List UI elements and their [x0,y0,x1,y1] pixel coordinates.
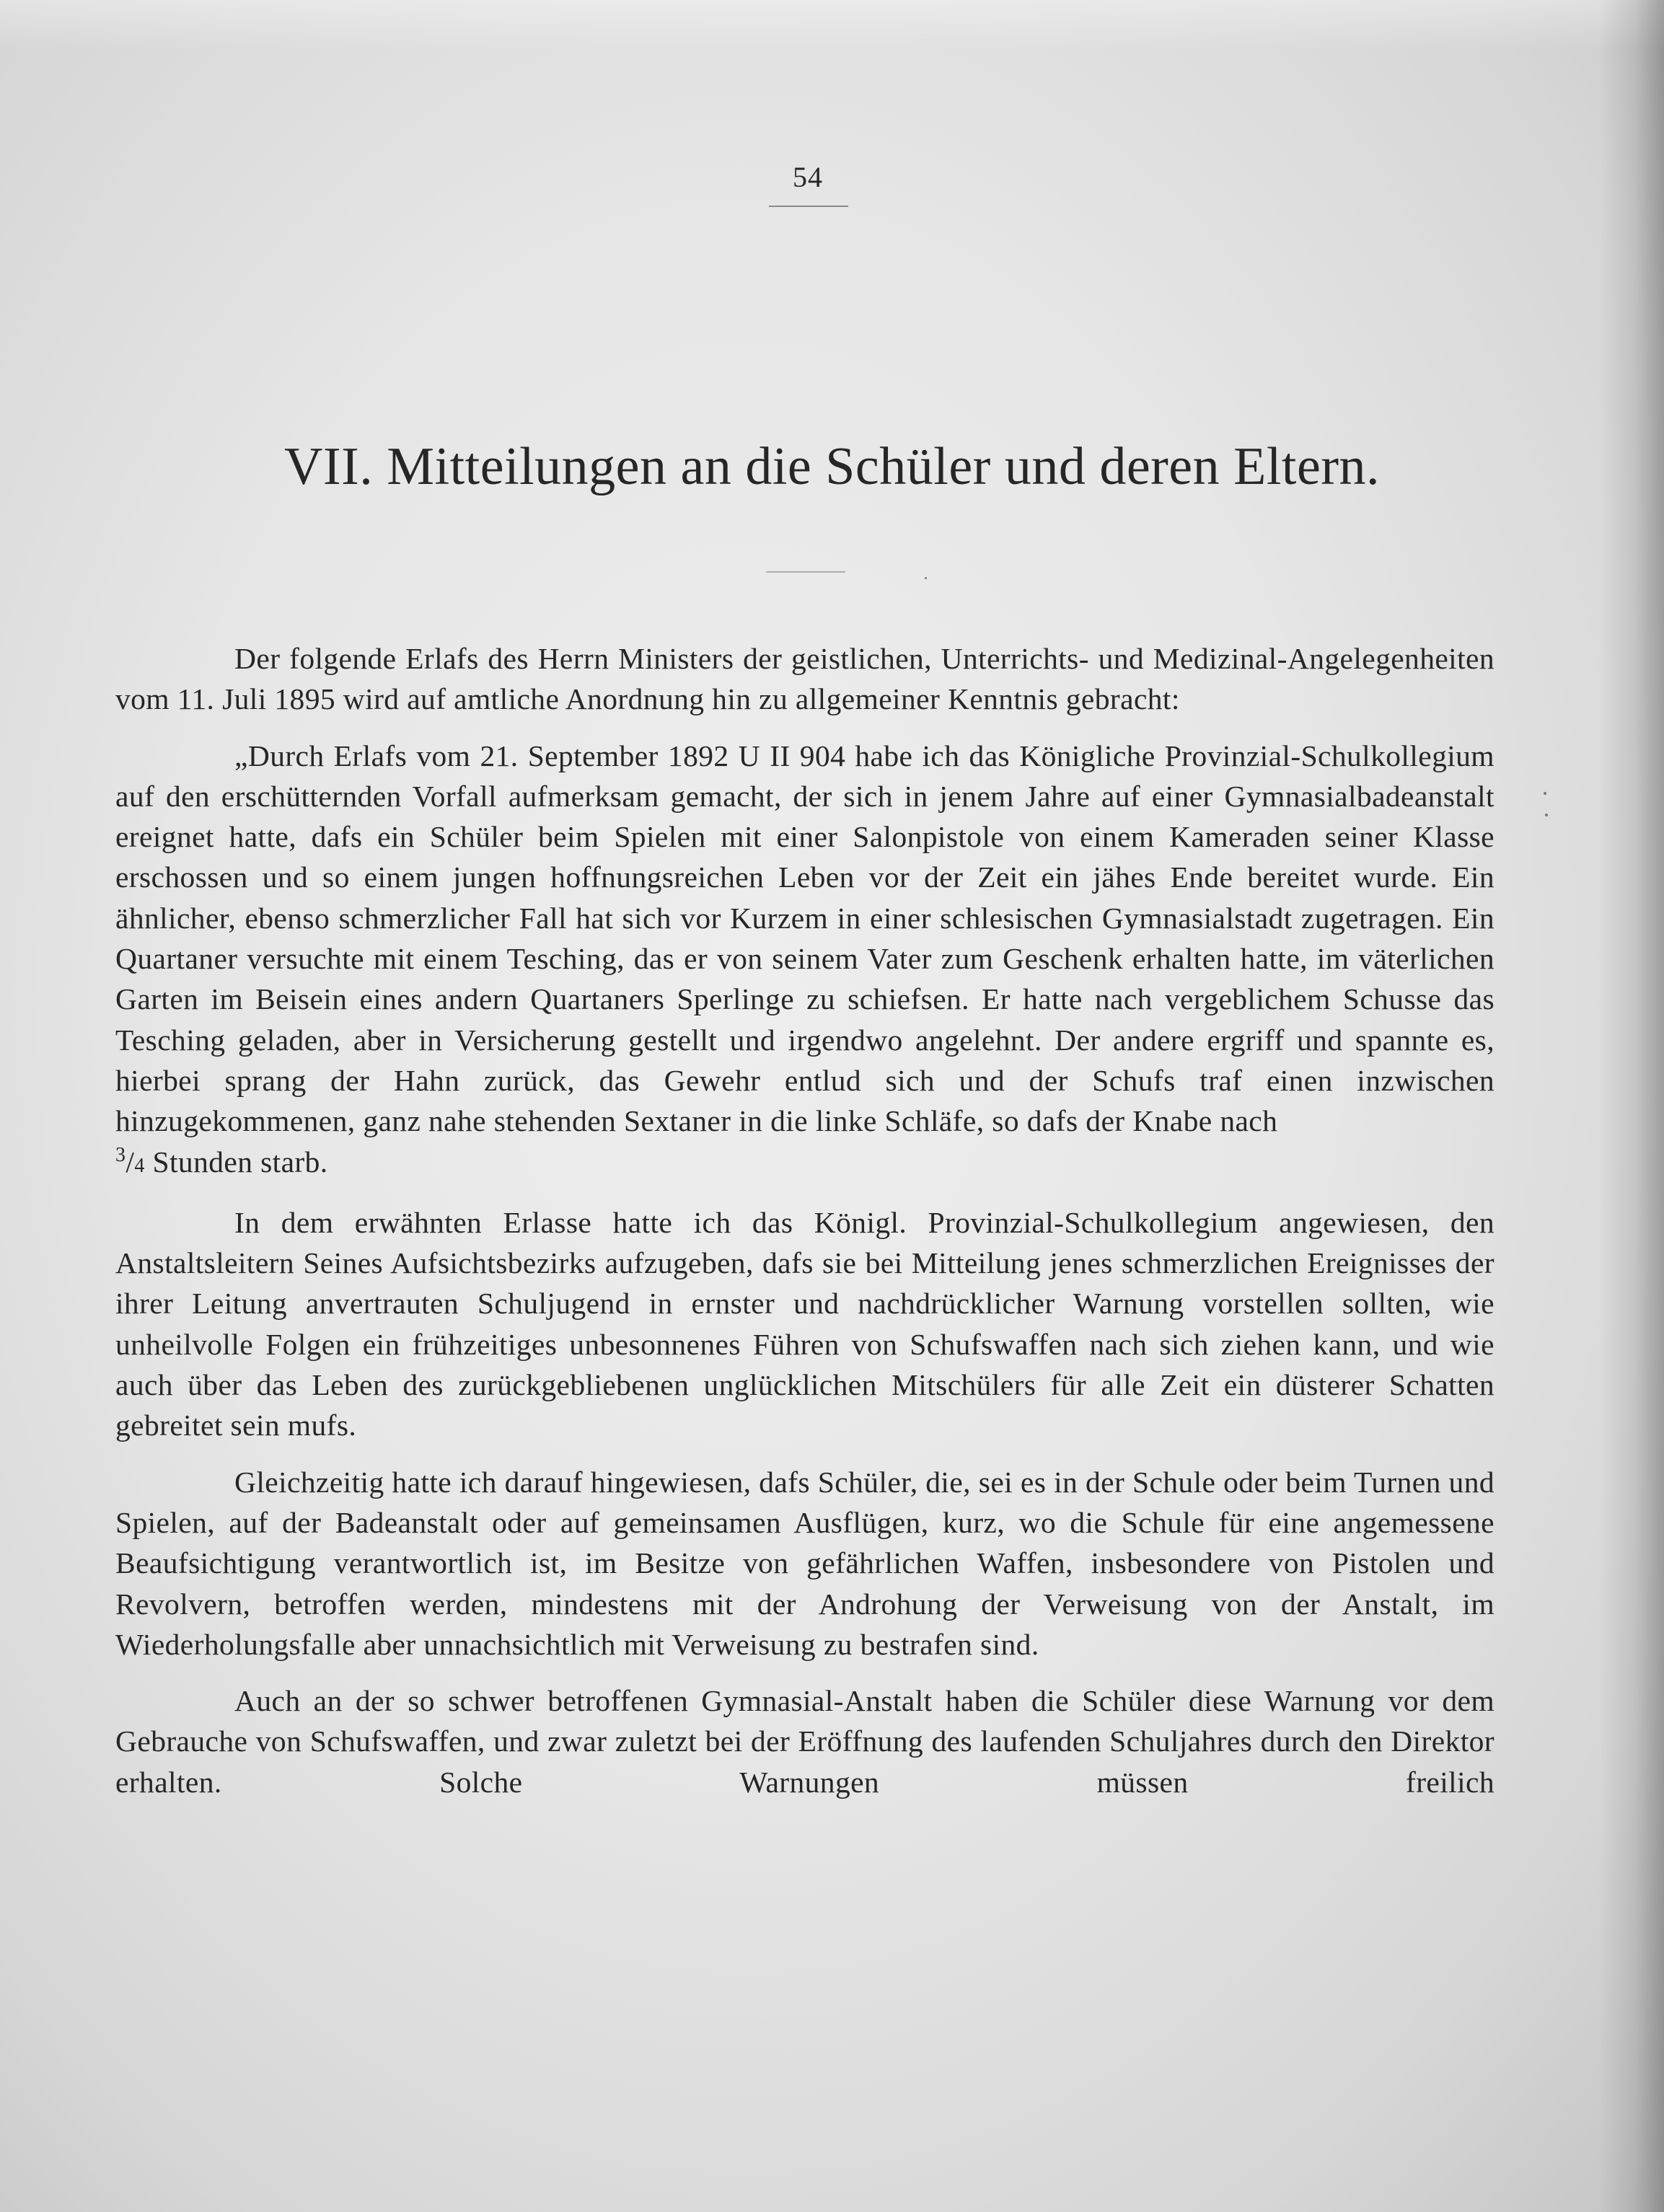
paragraph-2-text: „Durch Erlafs vom 21. September 1892 U II 904 habe ich das Königliche Provinzial-Schulkollegium auf den erschütternden Vorfall aufmerksam gemacht, der sich in jenem Jahre auf einer Gymnasialbadeanstalt ereignet hatte, dafs ein Schüler beim Spielen mit einer Salonpistole von einem Kameraden seiner Klasse erschossen und so einem jungen hoffnungsreichen Leben vor der Zeit ein jähes Ende bereitet wurde. Ein ähnlicher, ebenso schmerzlicher Fall hat sich vor Kurzem in einer schlesischen Gymnasialstadt zugetragen. Ein Quartaner versuchte mit einem Tesching, das er von seinem Vater zum Geschenk erhalten hatte, im väterlichen Garten im Beisein eines andern Quartaners Sperlinge zu schiefsen. Er hatte nach vergeblichem Schusse das Tesching geladen, aber in Versicherung gestellt und irgendwo angelehnt. Der andere ergriff und spannte es, hierbei sprang der Hahn zurück, das Gewehr entlud sich und der Schufs traf einen inzwischen hinzugekommenen, ganz nahe stehenden Sextaner in die linke Schläfe, so dafs der Knabe nach [115,739,1494,1138]
paragraph-3: In dem erwähnten Erlasse hatte ich das Königl. Provinzial-Schulkollegium angewiesen, den Anstaltsleitern Seines Aufsichtsbezirks aufzugeben, dafs sie bei Mitteilung jenes schmerzlichen Ereignisses der ihrer Leitung anvertrauten Schuljugend in ernster und nachdrücklicher Warnung vorstellen sollten, wie unheilvolle Folgen ein frühzeitiges unbesonnenes Führen von Schufswaffen nach sich ziehen kann, und wie auch über das Leben des zurückgebliebenen unglücklichen Mitschülers für alle Zeit ein düsterer Schatten gebreitet sein mufs. [115,1205,1494,1442]
section-heading: VII. Mitteilungen an die Schüler und deren Eltern. [284,437,1380,496]
paper-speck [1545,814,1548,816]
page-right-shadow [1599,0,1664,2212]
paper-speck [925,577,927,579]
fraction-numerator: 3 [115,1143,126,1166]
paper-speck [1544,792,1546,795]
paragraph-5: Auch an der so schwer betroffenen Gymnasial-Anstalt haben die Schüler diese Warnung vor dem Gebrauche von Schufswaffen, und zwar zuletzt bei der Eröffnung des laufenden Schuljahres durch den Direktor erhalten. Solche Warnungen müssen freilich [115,1684,1494,1799]
paragraph-1: Der folgende Erlafs des Herrn Ministers der geistlichen, Unterrichts- und Medizinal-Angelegenheiten vom 11. Juli 1895 wird auf amtliche Anordnung hin zu allgemeiner Kenntnis gebracht: [115,642,1494,716]
page-number-rule [769,206,848,207]
heading-rule [766,571,845,573]
paragraph-2: „Durch Erlafs vom 21. September 1892 U II 904 habe ich das Königliche Provinzial-Schulkollegium auf den erschütternden Vorfall aufmerksam gemacht, der sich in jenem Jahre auf einer Gymnasialbadeanstalt ereignet hatte, dafs ein Schüler beim Spielen mit einer Salonpistole von einem Kameraden seiner Klasse erschossen und so einem jungen hoffnungsreichen Leben vor der Zeit ein jähes Ende bereitet wurde. Ein ähnlicher, ebenso schmerzlicher Fall hat sich vor Kurzem in einer schlesischen Gymnasialstadt zugetragen. Ein Quartaner versuchte mit einem Tesching, das er von seinem Vater zum Geschenk erhalten hatte, im väterlichen Garten im Beisein eines andern Quartaners Sperlinge zu schiefsen. Er hatte nach vergeblichem Schusse das Tesching geladen, aber in Versicherung gestellt und irgendwo angelehnt. Der andere ergriff und spannte es, hierbei sprang der Hahn zurück, das Gewehr entlud sich und der Schufs traf einen inzwischen hinzugekommenen, ganz nahe stehenden Sextaner in die linke Schläfe, so dafs der Knabe nach $^3$/4 Stunden starb. [115,739,1494,1178]
page-top-highlight [0,0,1664,50]
page-number: 54 [793,161,823,193]
fraction-denominator: 4 [134,1154,145,1177]
paragraph-2-tail: Stunden starb. [144,1145,328,1178]
body-text [115,638,1494,1818]
paragraph-4: Gleichzeitig hatte ich darauf hingewiesen, dafs Schüler, die, sei es in der Schule oder beim Turnen und Spielen, auf der Badeanstalt oder auf gemeinsamen Ausflügen, kurz, wo die Schule für eine angemessene Beaufsichtigung verantwortlich ist, im Besitze von gefährlichen Waffen, insbesondere von Pistolen und Revolvern, betroffen werden, mindestens mit der Androhung der Verweisung von der Anstalt, im Wiederholungsfalle aber unnachsichtlich mit Verweisung zu bestrafen sind. [115,1465,1494,1661]
